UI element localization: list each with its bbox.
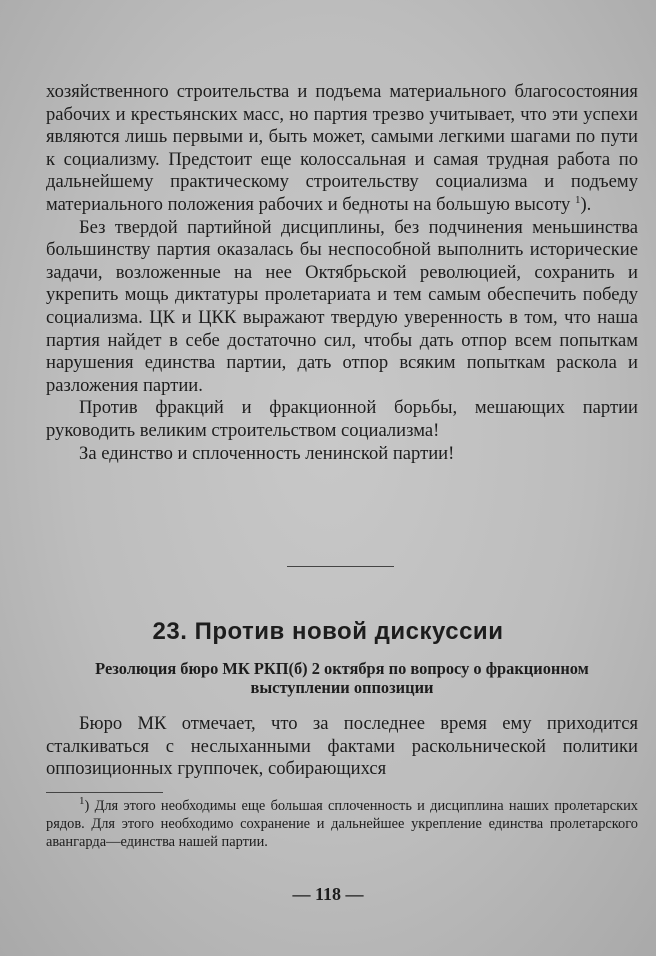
paragraph-against-factions: Против фракций и фракционной борьбы, мешающих партии руководить великим строительством социализма! [46, 397, 638, 441]
section-paragraph: Бюро МК отмечает, что за последнее время ему приходится сталкиваться с неслыханными фактами раскольнической политики оппозиционных группочек, собирающихся [46, 713, 638, 780]
body-text [46, 81, 638, 465]
footnote-text: Для этого необходимы еще большая сплоченность и дисциплина наших пролетарских рядов. Для этого необходимо сохранение и дальнейшее укрепление единства пролетарского авангарда—единства нашей партии. [46, 798, 638, 851]
section-body [46, 713, 638, 781]
paragraph-discipline: Без твердой партийной дисциплины, без подчинения меньшинства большинству партия оказалась бы неспособной выполнить исторические задачи, возложенные на нее Октябрьской революцией, сохранить и укрепить мощь диктатуры пролетариата и тем самым обеспечить победу социализма. ЦК и ЦКК выражают твердую уверенность в том, что наша партия найдет в себе достаточно сил, чтобы дать отпор всем попыткам нарушения единства партии, дать отпор всяким попыткам раскола и разложения партии. [46, 216, 638, 396]
footnote-reference: 1 [574, 193, 581, 206]
page-number: — 118 — [292, 884, 364, 904]
section-title: 23. Против новой дискуссии [152, 618, 504, 645]
footnote-rule [46, 792, 163, 793]
paragraph-continuation: хозяйственного строительства и подъема материального благосостояния рабочих и крестьянских масс, но партия трезво учитывает, что эти успехи являются лишь первыми и, быть может, самыми легкими шагами по пути к социализму. Предстоит еще колоссальная и самая трудная работа по дальнейшему практическому строительству социализма и подъему материального положения рабочих и бедноты на большую высоту $^1$). [46, 81, 638, 215]
footnote: $^1$) Для этого необходимы еще большая сплоченность и дисциплина наших пролетарских рядов. Для этого необходимо сохранение и дальнейшее укрепление единства пролетарского авангарда—единства нашей партии. [46, 795, 638, 851]
paragraph-unity: За единство и сплоченность ленинской партии! [79, 442, 455, 464]
section-divider [287, 566, 394, 567]
section-subtitle: Резолюция бюро МК РКП(б) 2 октября по вопросу о фракционном выступлении оппозиции [95, 659, 589, 697]
footnote-marker: 1 [79, 795, 85, 808]
